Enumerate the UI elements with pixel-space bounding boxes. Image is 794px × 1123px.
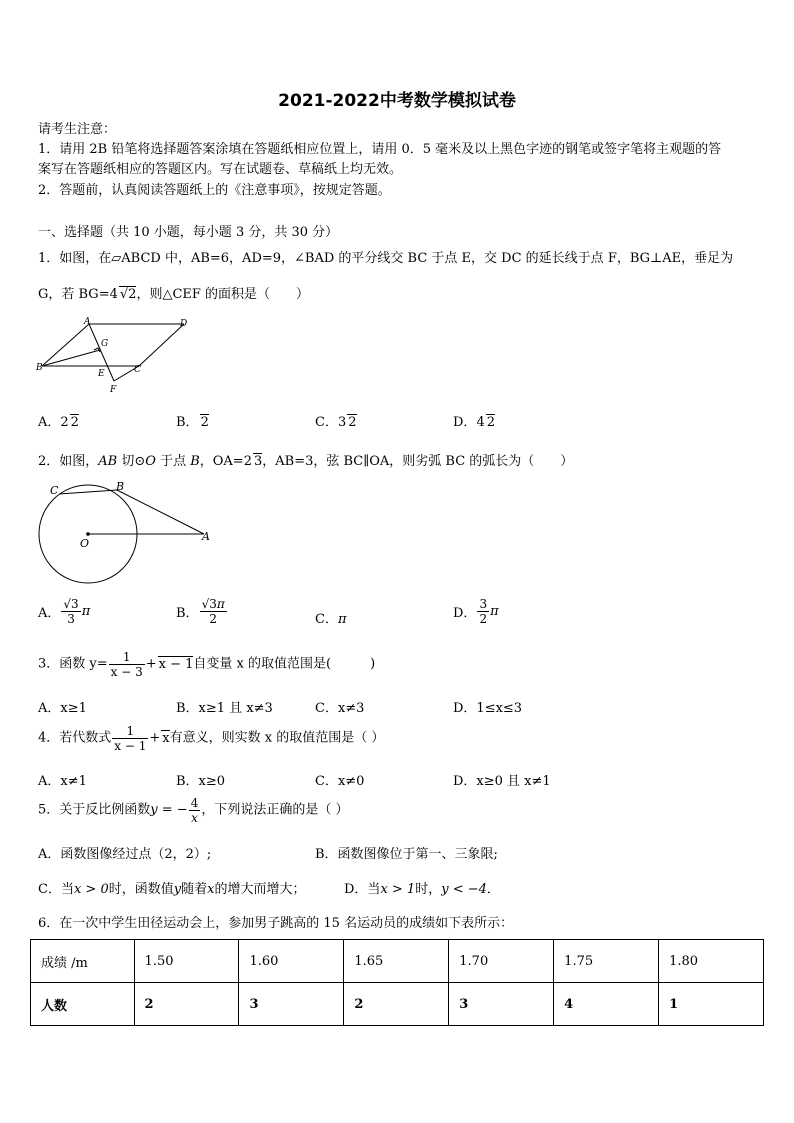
q2-stem: 2．如图，AB 切⊙O 于点 B，OA=2 3，AB=3，弦 BC∥OA，则劣弧 BC 的弧长为（ ） (38, 454, 574, 469)
q2-label-b: B (116, 480, 125, 493)
q6-stem: 6．在一次中学生田径运动会上，参加男子跳高的 15 名运动员的成绩如下表所示： (38, 916, 514, 931)
q5-option-d[interactable]: D．当x > 1时，y < −4． (344, 882, 500, 897)
q2-label-o: O (80, 537, 90, 550)
table-row-count (31, 983, 764, 1026)
q1-label-a: A (84, 317, 91, 327)
table-cell: 2 (344, 983, 449, 1026)
q1-option-b[interactable]: B． 2 (176, 415, 209, 430)
q6-score-table (30, 939, 764, 1026)
section-heading: 一、选择题（共 10 小题，每小题 3 分，共 30 分） (38, 225, 339, 240)
q1-label-g: G (101, 339, 109, 349)
notice-heading: 请考生注意： (38, 122, 117, 137)
q3-option-d[interactable]: D．1≤x≤3 (453, 701, 523, 716)
q1-label-f: F (110, 385, 117, 395)
notice-item-2: 2．答题前，认真阅读答题纸上的《注意事项》，按规定答题。 (38, 183, 391, 198)
table-cell: 2 (134, 983, 239, 1026)
q5-stem: 5．关于反比例函数y = − $\frac{4}{x}$ ，下列说法正确的是（ ） (38, 796, 349, 825)
q4-option-a[interactable]: A．x≠1 (38, 774, 87, 789)
q5-option-c[interactable]: C．当x > 0时，函数值y随着x的增大而增大； (38, 882, 306, 897)
table-cell: 人数 (31, 983, 135, 1026)
q5-option-a[interactable]: A．函数图像经过点（2，2）; (38, 847, 212, 862)
table-cell: 1.60 (239, 940, 344, 983)
q1-label-c: C (134, 365, 141, 375)
notice-item-1-line-1: 1．请用 2B 铅笔将选择题答案涂填在答题纸相应位置上，请用 0．5 毫米及以上黑色字迹的钢笔或签字笔将主观题的答 (38, 142, 722, 157)
page-title: 2021-2022中考数学模拟试卷 (278, 91, 516, 111)
table-row-header (31, 940, 764, 983)
q4-option-c[interactable]: C．x≠0 (315, 774, 365, 789)
q3-stem: 3．函数 y= $\frac{1}{x - 3}$ + x − 1自变量 x 的取值范围是( ) (38, 650, 376, 679)
table-cell: 成绩 /m (31, 940, 135, 983)
q2-option-c[interactable]: C．π (315, 612, 347, 627)
q2-option-d[interactable]: D． $\frac{3}{2}$ π (453, 597, 499, 626)
table-cell: 1.80 (659, 940, 764, 983)
table-cell: 3 (239, 983, 344, 1026)
table-cell: 1.70 (449, 940, 554, 983)
table-cell: 4 (554, 983, 659, 1026)
q1-label-b: B (36, 363, 43, 373)
q2-option-a[interactable]: A． $\frac{√3}{3}$ π (38, 597, 91, 626)
notice-item-1-line-2: 案写在答题纸相应的答题区内。写在试题卷、草稿纸上均无效。 (38, 162, 403, 177)
q2-circle-figure (34, 478, 214, 588)
q1-parallelogram-figure (34, 314, 204, 396)
table-cell: 1 (659, 983, 764, 1026)
q1-option-a[interactable]: A．2 2 (38, 415, 79, 430)
q1-label-d: D (180, 319, 188, 329)
q2-label-a: A (202, 530, 210, 543)
q1-option-d[interactable]: D．4 2 (453, 415, 495, 430)
table-cell: 1.65 (344, 940, 449, 983)
q4-option-b[interactable]: B．x≥0 (176, 774, 226, 789)
q1-stem-line-2: G，若 BG=4 √2，则△CEF 的面积是（ ） (38, 287, 310, 302)
q1-option-c[interactable]: C．3 2 (315, 415, 357, 430)
q1-label-e: E (98, 369, 105, 379)
table-cell: 3 (449, 983, 554, 1026)
q3-option-b[interactable]: B．x≥1 且 x≠3 (176, 701, 273, 716)
table-cell: 1.75 (554, 940, 659, 983)
q3-option-a[interactable]: A．x≥1 (38, 701, 87, 716)
q3-option-c[interactable]: C．x≠3 (315, 701, 365, 716)
q2-option-b[interactable]: B． $\frac{√3\pi}{2}$ (176, 597, 225, 626)
q5-option-b[interactable]: B．函数图像位于第一、三象限; (315, 847, 498, 862)
q1-stem-line-1: 1．如图，在▱ABCD 中，AB=6，AD=9，∠BAD 的平分线交 BC 于点 E，交 DC 的延长线于点 F，BG⊥AE，垂足为 (38, 251, 734, 266)
q4-stem: 4．若代数式 $\frac{1}{x - 1}$ + x有意义，则实数 x 的取值范围是（ ） (38, 724, 385, 753)
table-cell: 1.50 (134, 940, 239, 983)
q2-label-c: C (50, 484, 59, 497)
q4-option-d[interactable]: D．x≥0 且 x≠1 (453, 774, 551, 789)
